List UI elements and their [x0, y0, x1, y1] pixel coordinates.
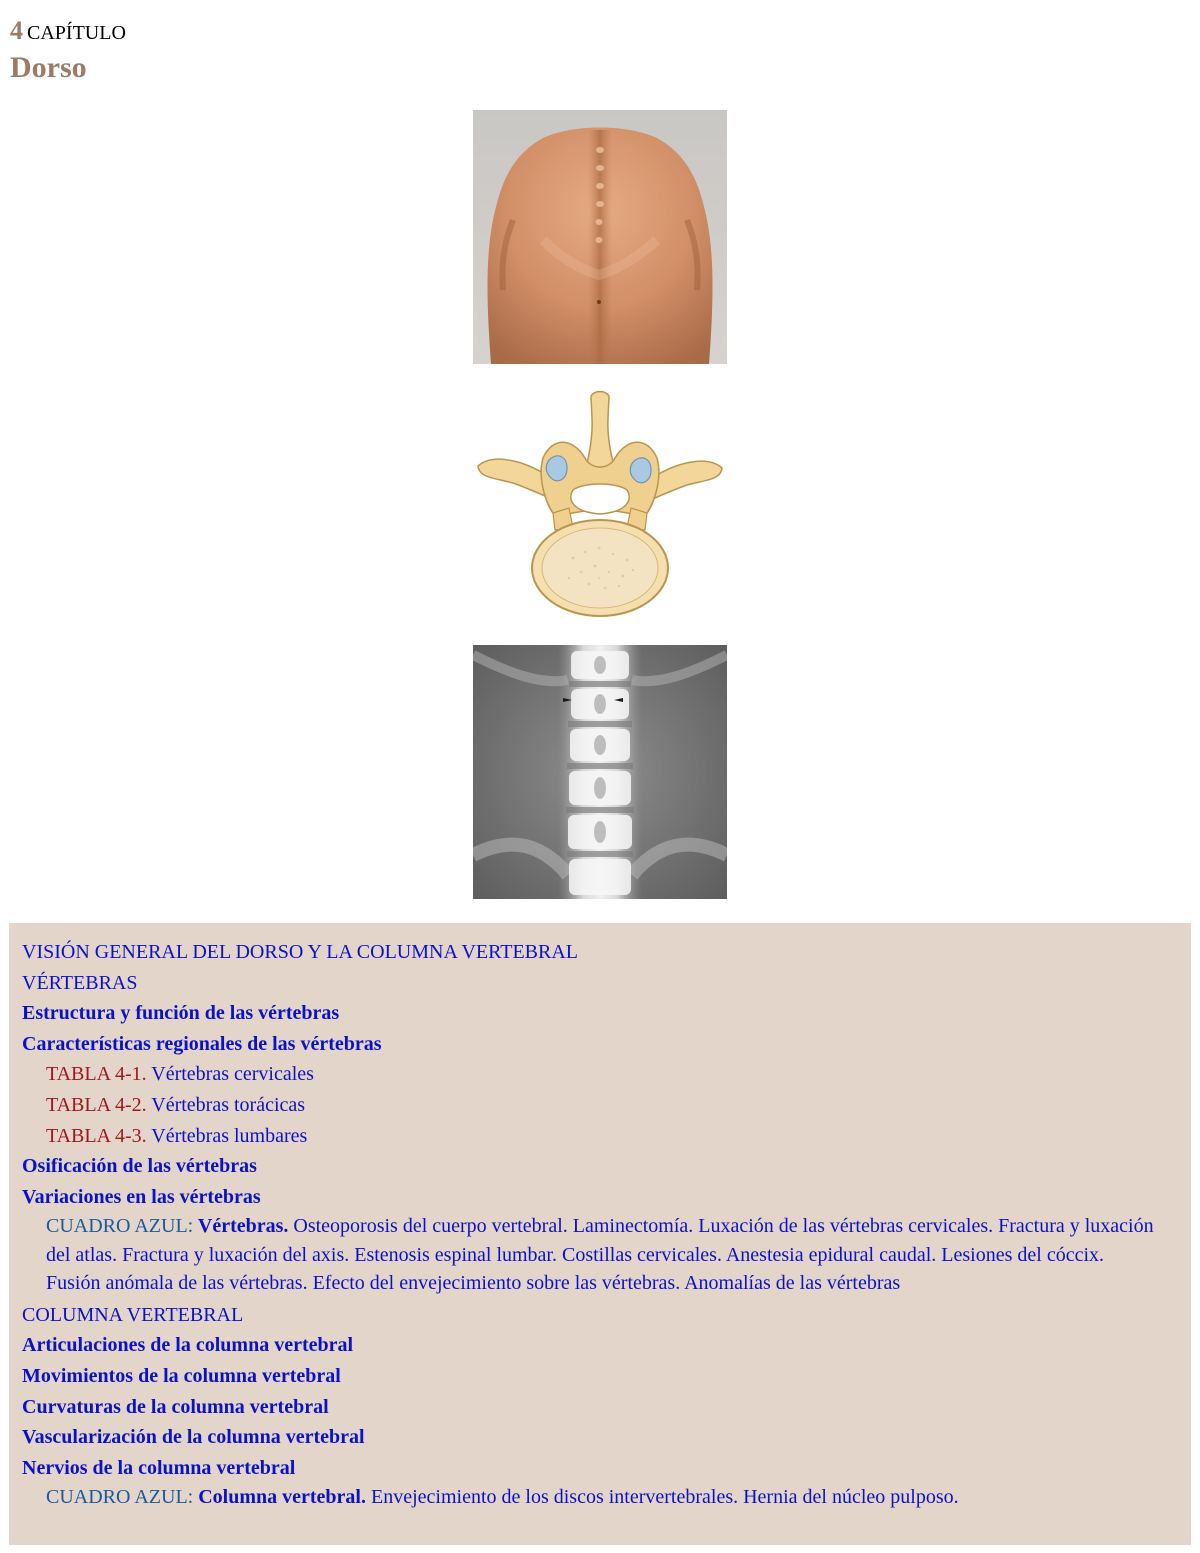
toc-item[interactable]: Osificación de las vértebras: [22, 1155, 257, 1178]
cuadro-text: Osteoporosis del cuerpo vertebral. Laminectomía. Luxación de las vértebras cervicales. Fractura y luxación del atlas. Fractura y luxación del axis. Estenosis espinal lumbar. Costillas cervicales. Anestesia epidural caudal. Lesiones del cóccix. Fusión anómala de las vértebras. Efecto del envejecimiento sobre las vértebras. Anomalías de las vértebras: [46, 1215, 1154, 1295]
chapter-title: Dorso: [10, 51, 87, 84]
toc-item[interactable]: Variaciones en las vértebras: [22, 1185, 261, 1208]
tabla-text: Vértebras torácicas: [146, 1093, 306, 1116]
back-photo: [473, 110, 727, 364]
toc-item[interactable]: Características regionales de las vértebras: [22, 1032, 382, 1055]
toc-cuadro-azul[interactable]: [22, 1483, 1191, 1512]
chapter-header: [10, 14, 126, 88]
toc-item[interactable]: VISIÓN GENERAL DEL DORSO Y LA COLUMNA VERTEBRAL: [22, 941, 579, 963]
toc-item[interactable]: COLUMNA VERTEBRAL: [22, 1303, 244, 1326]
toc-item[interactable]: Articulaciones de la columna vertebral: [22, 1334, 354, 1357]
vertebra-illustration: [473, 388, 727, 622]
chapter-label: [10, 14, 126, 48]
cuadro-label: CUADRO AZUL:: [46, 1486, 194, 1509]
chapter-word: CAPÍTULO: [27, 22, 126, 44]
cuadro-topic: Columna vertebral.: [193, 1486, 366, 1509]
tabla-label: TABLA 4-2.: [46, 1093, 147, 1116]
toc-item[interactable]: Curvaturas de la columna vertebral: [22, 1395, 329, 1418]
toc-table-link[interactable]: [22, 1090, 1191, 1121]
toc-item[interactable]: Estructura y función de las vértebras: [22, 1002, 340, 1025]
cuadro-topic: Vértebras.: [193, 1215, 289, 1238]
tabla-label: TABLA 4-1.: [46, 1063, 147, 1086]
toc-table-link[interactable]: [22, 1059, 1191, 1090]
toc-item[interactable]: Movimientos de la columna vertebral: [22, 1365, 341, 1388]
chapter-number: 4: [10, 16, 23, 45]
toc-cuadro-azul[interactable]: [22, 1212, 1191, 1298]
tabla-label: TABLA 4-3.: [46, 1124, 147, 1147]
toc-item[interactable]: VÉRTEBRAS: [22, 971, 138, 994]
tabla-text: Vértebras lumbares: [146, 1124, 308, 1147]
cuadro-label: CUADRO AZUL:: [46, 1215, 194, 1238]
toc-item[interactable]: Nervios de la columna vertebral: [22, 1456, 296, 1479]
table-of-contents: [9, 923, 1191, 1545]
toc-table-link[interactable]: [22, 1121, 1191, 1152]
tabla-text: Vértebras cervicales: [146, 1063, 314, 1086]
spine-xray: [473, 645, 727, 899]
cuadro-text: Envejecimiento de los discos intervertebrales. Hernia del núcleo pulposo.: [366, 1486, 959, 1509]
toc-item[interactable]: Vascularización de la columna vertebral: [22, 1426, 365, 1449]
